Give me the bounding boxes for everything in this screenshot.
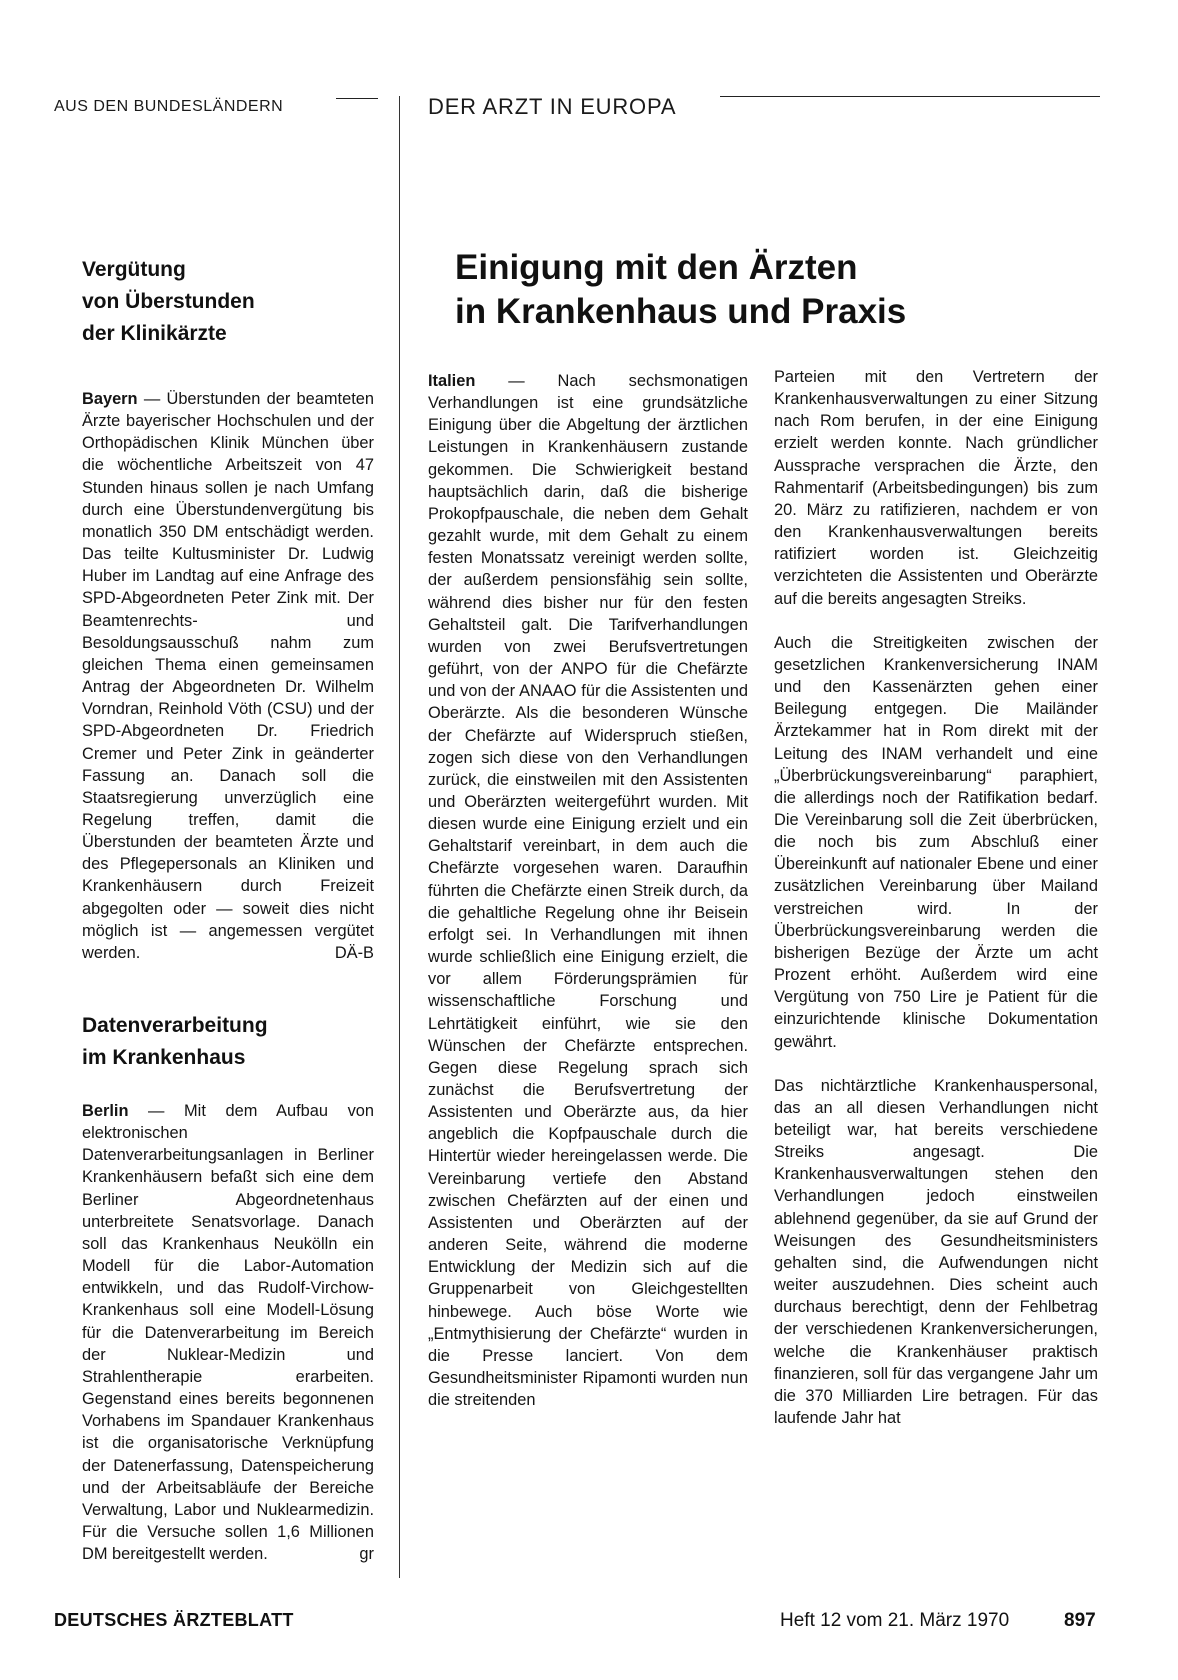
main-article-column-2 <box>774 366 1098 1429</box>
section-label-right: DER ARZT IN EUROPA <box>428 94 677 119</box>
paragraph: Das nichtärztliche Krankenhauspersonal, das an all diesen Verhandlungen nicht beteiligt war, hat bereits verschiedene Streiks angesagt. Die Krankenhausverwaltungen stehen den Verhandlungen jedoch einstweilen ablehnend gegenüber, da sie auf Grund der Weisungen des Gesundheitsministers gehalten sind, die Aufwendungen nicht weiter auszudehnen. Dies scheint auch durchaus berechtigt, denn der Fehlbetrag der verschiedenen Krankenversicherungen, welche die Krankenhäuser praktisch finanzieren, soll für das vergangene Jahr um die 370 Milliarden Lire betragen. Für das laufende Jahr hat <box>774 1076 1098 1428</box>
article-headline <box>82 1010 374 1074</box>
headline-line: der Klinikärzte <box>82 322 227 345</box>
main-headline <box>455 246 1115 334</box>
article-body <box>82 388 374 964</box>
dateline: Bayern <box>82 390 138 408</box>
article-body <box>82 1100 374 1565</box>
publication-name: DEUTSCHES ÄRZTEBLATT <box>54 1610 294 1630</box>
article-body <box>428 370 748 1411</box>
headline-line: Datenverarbeitung <box>82 1014 268 1037</box>
paragraph: Auch die Streitigkeiten zwischen der gesetzlichen Krankenversicherung INAM und den Kassenärzten gehen einer Beilegung entgegen. Die Mailänder Ärztekammer hat in Rom direkt mit der Leitung des INAM verhandelt und eine „Überbrückungsvereinbarung“ paraphiert, die allerdings noch der Ratifikation bedarf. Die Vereinbarung soll die Zeit überbrücken, die noch bis zum Abschluß einer Übereinkunft auf nationaler Ebene und einer zusätzlichen Vereinbarung über Mailand verstreichen wird. In der Überbrückungsvereinbarung werden die bisherigen Bezüge der Ärzte um acht Prozent erhöht. Außerdem wird eine Vergütung von 750 Lire je Patient für die einzurichtende klinische Dokumentation gewährt. <box>774 633 1098 1051</box>
article-overtime-pay <box>82 254 374 964</box>
main-article-column-1 <box>428 370 748 1411</box>
paragraph: Parteien mit den Vertretern der Krankenhausverwaltungen zu einer Sitzung nach Rom berufen, in der eine Einigung erzielt werden konnte. Nach gründlicher Aussprache versprachen die Ärzte, den Rahmentarif (Arbeitsbedingungen) bis zum 20. März zu ratifizieren, nachdem er von den Krankenhausverwaltungen bereits ratifiziert worden ist. Gleichzeitig verzichteten die Assistenten und Oberärzte auf die bereits angesagten Streiks. <box>774 368 1098 608</box>
header-rule-right <box>720 96 1100 97</box>
article-data-processing <box>82 1010 374 1565</box>
headline-line: im Krankenhaus <box>82 1046 246 1069</box>
article-headline <box>82 254 374 350</box>
page-number: 897 <box>1064 1610 1096 1631</box>
headline-line: von Überstunden <box>82 290 255 313</box>
author-signature: gr <box>359 1545 374 1564</box>
headline-line: in Krankenhaus und Praxis <box>455 292 907 331</box>
section-label-left: AUS DEN BUNDESLÄNDERN <box>54 98 284 115</box>
header-rule-left <box>336 98 378 99</box>
body-text: — Nach sechsmonatigen Verhandlungen ist eine grundsätzliche Einigung über die Abgeltung der ärztlichen Leistungen in Krankenhäusern zustande gekommen. Die Schwierigkeit bestand hauptsächlich darin, daß die bisherige Prokopfpauschale, die neben dem Gehalt gezahlt wurde, mit dem Gehalt zu einem festen Monatssatz vereinigt werden sollte, der außerdem pensionsfähig sein sollte, während dies bisher nur für den festen Gehaltsteil galt. Die Tarifverhandlungen wurden von zwei Berufsvertretungen geführt, von der ANPO für die Chefärzte und von der ANAAO für die Assistenten und Oberärzte. Als die besonderen Wünsche der Chefärzte auf Widerspruch stießen, zogen sich diese von den Verhandlungen zurück, die einstweilen mit den Assistenten und Oberärzten weitergeführt wurden. Mit diesen wurde eine Einigung erzielt und ein Gehaltstarif vereinbart, in dem auch die Chefärzte vorgesehen waren. Daraufhin führten die Chefärzte einen Streik durch, da die gehaltliche Regelung ohne ihr Beisein erfolgt sei. In Verhandlungen mit ihnen wurde schließlich eine Einigung erzielt, die vor allem Förderungsprämien für wissenschaftliche Forschung und Lehrtätigkeit einführt, wie sie den Wünschen der Chefärzte entsprechen. Gegen diese Regelung sprach sich zunächst die Berufsvertretung der Assistenten und Oberärzte aus, da hier angeblich die Kopfpauschale durch die Hintertür wieder hereingelassen werde. Die Vereinbarung vertiefe den Abstand zwischen Chefärzten auf der einen und Assistenten und Oberärzten auf der anderen Seite, während die moderne Entwicklung der Medizin sich auf die Gruppenarbeit von Gleichgestellten hinbewege. Auch böse Worte wie „Entmythisierung der Chefärzte“ wurden in die Presse lanciert. Von dem Gesundheitsminister Ripamonti wurden nun die streitenden <box>428 372 748 1410</box>
headline-line: Einigung mit den Ärzten <box>455 248 858 287</box>
column-divider <box>399 96 400 1578</box>
author-signature: DÄ-B <box>334 943 374 962</box>
body-text: — Überstunden der beamteten Ärzte bayerischer Hochschulen und der Orthopädischen Klinik München über die wöchentliche Arbeitszeit von 47 Stunden hinaus sollen je nach Umfang durch eine Überstundenvergütung bis monatlich 350 DM entschädigt werden. Das teilte Kultusminister Dr. Ludwig Huber im Landtag auf eine Anfrage des SPD-Abgeordneten Peter Zink mit. Der Beamtenrechts- und Besoldungsausschuß nahm zum gleichen Thema einen gemeinsamen Antrag der Abgeordneten Dr. Wilhelm Vorndran, Reinhold Vöth (CSU) und der SPD-Abgeordneten Dr. Friedrich Cremer und Peter Zink in geänderter Fassung an. Danach soll die Staatsregierung unverzüglich eine Regelung treffen, damit die Überstunden der beamteten Ärzte und des Pflegepersonals an Kliniken und Krankenhäusern durch Freizeit abgegolten oder — soweit dies nicht möglich ist — angemessen vergütet werden. <box>82 390 374 962</box>
body-text: — Mit dem Aufbau von elektronischen Datenverarbeitungsanlagen in Berliner Krankenhäusern befaßt sich eine dem Berliner Abgeordnetenhaus unterbreitete Senatsvorlage. Danach soll das Krankenhaus Neukölln ein Modell für die Labor-Automation entwikkeln, und das Rudolf-Virchow-Krankenhaus soll eine Modell-Lösung für die Datenverarbeitung im Bereich der Nuklear-Medizin und Strahlentherapie erarbeiten. Gegenstand eines bereits begonnenen Vorhabens im Spandauer Krankenhaus ist die organisatorische Verknüpfung der Datenerfassung, Datenspeicherung und der Arbeitsabläufe der Bereiche Verwaltung, Labor und Nuklearmedizin. Für die Versuche sollen 1,6 Millionen DM bereitgestellt werden. <box>82 1102 374 1564</box>
issue-info: Heft 12 vom 21. März 1970 <box>780 1610 1010 1631</box>
headline-line: Vergütung <box>82 258 186 281</box>
dateline: Italien <box>428 372 476 390</box>
dateline: Berlin <box>82 1102 129 1120</box>
